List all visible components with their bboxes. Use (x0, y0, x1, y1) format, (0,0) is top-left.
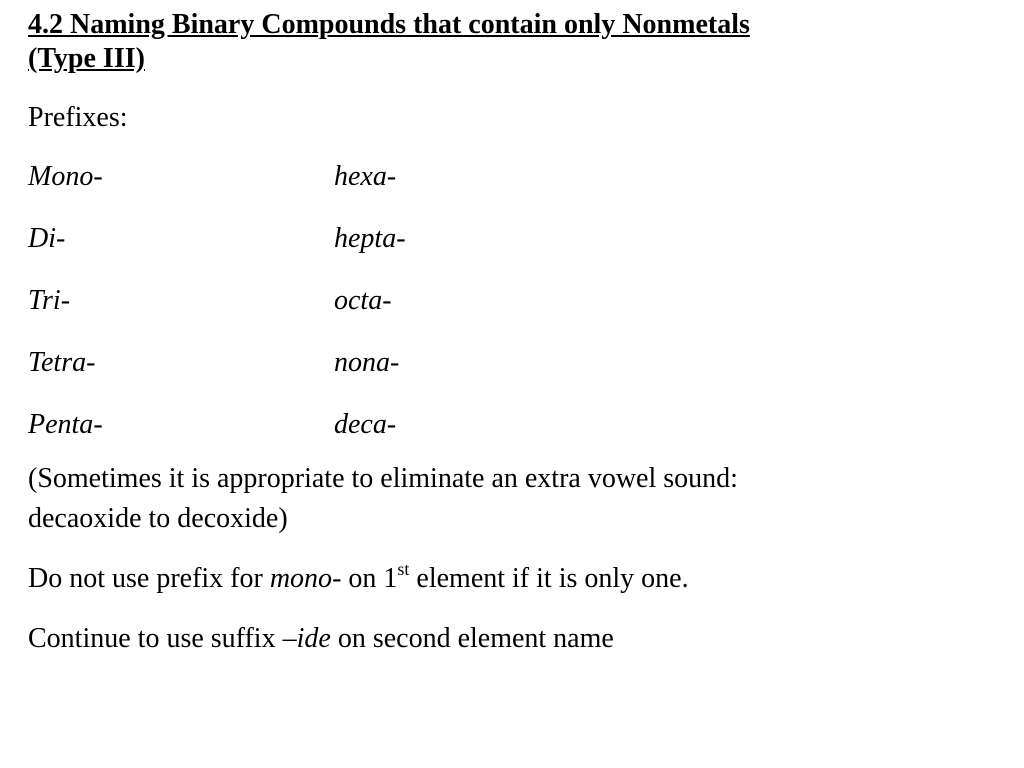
vowel-note-line-1: (Sometimes it is appropriate to eliminate an extra vowel sound: (28, 463, 738, 494)
prefix-deca: deca (334, 409, 387, 440)
prefixes-label: Prefixes: (28, 102, 128, 133)
prefix-left (28, 405, 334, 445)
prefix-left (28, 157, 334, 197)
slide-title-line-1: 4.2 Naming Binary Compounds that contain only Nonmetals (28, 9, 750, 40)
hyphen: - (386, 161, 397, 192)
vowel-note (28, 459, 988, 539)
prefix-right (334, 281, 392, 321)
vowel-note-line-2: decaoxide to decoxide) (28, 503, 288, 534)
prefix-left (28, 281, 334, 321)
mono-rule-italic: mono (269, 563, 333, 594)
prefix-left (28, 343, 334, 383)
hyphen: - (86, 347, 96, 378)
slide (28, 8, 988, 659)
prefix-table (28, 157, 988, 445)
slide-title-line-2: (Type III) (28, 43, 145, 74)
mono-rule-after-italic: - on 1 (332, 563, 398, 594)
hyphen: - (390, 347, 400, 378)
prefix-tetra: Tetra (28, 347, 87, 378)
prefix-row (28, 343, 988, 383)
prefix-row (28, 281, 988, 321)
slide-title (28, 8, 988, 76)
prefix-row (28, 405, 988, 445)
prefix-right (334, 343, 399, 383)
prefix-mono: Mono (28, 161, 94, 192)
hyphen: - (93, 161, 103, 192)
prefix-di: Di (28, 223, 56, 254)
suffix-rule-italic: –ide (282, 623, 331, 654)
hyphen: - (382, 285, 392, 316)
hyphen: - (56, 223, 66, 254)
hyphen: - (386, 409, 397, 440)
mono-rule-superscript: st (397, 558, 410, 579)
mono-rule-after-sup: element if it is only one. (409, 563, 689, 594)
suffix-rule-before: Continue to use suffix (28, 623, 283, 654)
prefix-tri: Tri (28, 285, 61, 316)
mono-rule-before: Do not use prefix for (28, 563, 270, 594)
prefix-hepta: hepta (334, 223, 397, 254)
prefix-penta: Penta (28, 409, 94, 440)
hyphen: - (60, 285, 71, 316)
prefix-row (28, 157, 988, 197)
prefix-hexa: hexa (334, 161, 387, 192)
prefix-octa: octa (334, 285, 383, 316)
suffix-rule-after: on second element name (330, 623, 614, 654)
hyphen: - (93, 409, 103, 440)
prefix-right (334, 405, 396, 445)
prefix-right (334, 157, 396, 197)
prefix-right (334, 219, 406, 259)
suffix-rule (28, 619, 988, 659)
hyphen: - (396, 223, 406, 254)
prefix-left (28, 219, 334, 259)
prefix-nona: nona (334, 347, 390, 378)
prefix-row (28, 219, 988, 259)
mono-rule (28, 559, 988, 599)
